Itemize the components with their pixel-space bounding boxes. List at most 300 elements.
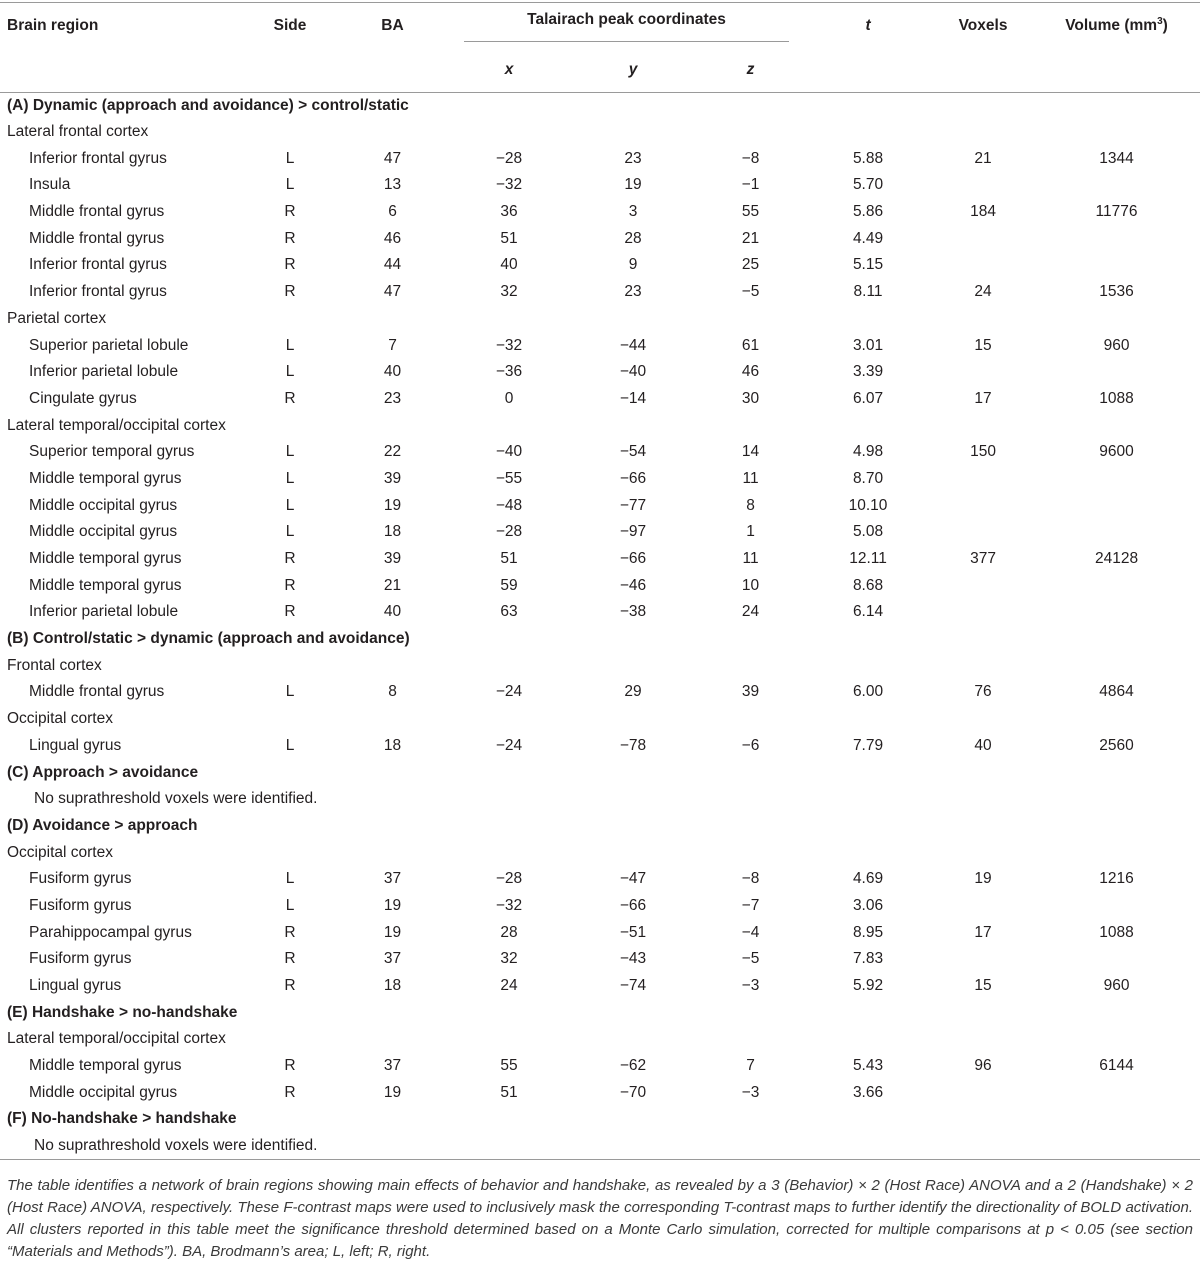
cell-z: 7 (746, 1057, 755, 1075)
cell-t: 3.66 (852, 1083, 884, 1101)
cell-brain-region: Inferior frontal gyrus (29, 283, 167, 301)
cell-z: 14 (741, 443, 760, 461)
cell-brain-region: Middle temporal gyrus (29, 469, 182, 487)
section-note: No suprathreshold voxels were identified. (0, 1133, 1200, 1160)
table-row (0, 466, 1200, 493)
table-footnote: The table identifies a network of brain regions showing main effects of behavior and handshake, as revealed by a 3 (Behavior) × 2 (Host Race) ANOVA and a 2 (Handshake) × 2 (Host Race) ANOVA, respectively. These F-contrast maps were used to inclusively mask the corresponding T-contrast maps to further identify the directionality of BOLD activation. All clusters reported in this table meet the significance threshold determined based on a Monte Carlo simulation, corrected for multiple comparisons at p < 0.05 (see section “Materials and Methods”). BA, Brodmann’s area; L, left; R, right. (7, 1177, 1193, 1260)
header-x: x (450, 48, 568, 92)
cell-side: L (285, 736, 295, 754)
cell-ba: 21 (383, 576, 402, 594)
cell-x: −48 (495, 496, 523, 514)
cell-brain-region: Middle frontal gyrus (29, 683, 165, 701)
table-row (0, 919, 1200, 946)
cell-x: −28 (495, 870, 523, 888)
group-heading: Lateral temporal/occipital cortex (7, 1030, 226, 1048)
cell-volume: 6144 (1099, 1057, 1134, 1075)
header-side: Side (273, 17, 307, 34)
cell-voxels (933, 519, 1033, 546)
table-row (0, 599, 1200, 626)
cell-z: 11 (742, 550, 759, 568)
cell-brain-region: Middle temporal gyrus (29, 550, 182, 568)
cell-z: 46 (741, 363, 760, 381)
cell-ba: 19 (383, 896, 402, 914)
cell-ba: 46 (383, 229, 402, 247)
cell-z: −6 (741, 736, 760, 754)
cell-t: 12.11 (849, 550, 887, 568)
cell-ba: 6 (388, 203, 397, 221)
cell-z: 61 (741, 336, 760, 354)
cell-y: −77 (619, 496, 647, 514)
cell-y: 9 (628, 256, 638, 274)
cell-brain-region: Middle temporal gyrus (29, 576, 182, 594)
header-t: t (865, 17, 871, 34)
cell-y: 29 (624, 683, 642, 701)
table-row (0, 386, 1200, 413)
table-row (0, 866, 1200, 893)
cell-volume (1033, 466, 1200, 493)
cell-side: L (285, 443, 295, 461)
table-row (0, 893, 1200, 920)
cell-volume: 1344 (1099, 149, 1134, 167)
cell-voxels: 17 (974, 389, 992, 407)
cell-ba: 23 (383, 389, 402, 407)
table-body (0, 92, 1200, 1160)
cell-y: −47 (619, 870, 647, 888)
cell-brain-region: Middle occipital gyrus (29, 523, 178, 541)
table-row (0, 332, 1200, 359)
cell-y: 19 (624, 176, 642, 194)
header-talairach (450, 4, 803, 48)
cell-voxels: 15 (974, 336, 992, 354)
cell-z: 8 (746, 496, 755, 514)
cell-t: 5.70 (852, 176, 884, 194)
cell-side: L (285, 149, 295, 167)
cell-y: −97 (619, 523, 647, 541)
cell-voxels: 150 (970, 443, 996, 461)
cell-y: 3 (628, 203, 638, 221)
cell-side: R (284, 389, 296, 407)
group-heading-row (0, 706, 1200, 733)
section-note: No suprathreshold voxels were identified. (34, 790, 318, 808)
cell-brain-region: Fusiform gyrus (29, 950, 132, 968)
cell-voxels (933, 946, 1033, 973)
cell-z: 10 (741, 576, 760, 594)
cell-ba: 47 (383, 283, 402, 301)
cell-x: −36 (495, 363, 523, 381)
cell-side: R (284, 1083, 296, 1101)
cell-x: −32 (495, 896, 523, 914)
table-row (0, 519, 1200, 546)
cell-z: −5 (741, 950, 760, 968)
cell-brain-region: Cingulate gyrus (29, 389, 137, 407)
group-heading: Lateral frontal cortex (7, 123, 149, 141)
cell-y: −51 (619, 923, 647, 941)
cell-voxels (933, 172, 1033, 199)
cell-ba: 7 (388, 336, 397, 354)
cell-y: −46 (619, 576, 647, 594)
cell-t: 8.70 (852, 469, 884, 487)
cell-t: 8.11 (853, 283, 883, 301)
table-row (0, 1079, 1200, 1106)
cell-z: 39 (741, 683, 760, 701)
cell-voxels (933, 893, 1033, 920)
section-heading-row (0, 813, 1200, 840)
cell-side: R (284, 550, 296, 568)
cell-x: 32 (500, 950, 518, 968)
section-heading: (F) No-handshake > handshake (7, 1110, 237, 1128)
header-talairach-label: Talairach peak coordinates (464, 11, 789, 42)
header-empty (245, 48, 335, 92)
cell-ba: 19 (383, 496, 402, 514)
table-row (0, 733, 1200, 760)
table-row (0, 359, 1200, 386)
cell-volume: 1216 (1099, 870, 1134, 888)
table-row (0, 145, 1200, 172)
cell-ba: 37 (383, 1057, 402, 1075)
cell-volume: 2560 (1099, 736, 1134, 754)
table-row (0, 252, 1200, 279)
cell-y: −70 (619, 1083, 647, 1101)
cell-brain-region: Parahippocampal gyrus (29, 923, 192, 941)
cell-brain-region: Lingual gyrus (29, 736, 122, 754)
section-heading: (B) Control/static > dynamic (approach and avoidance) (7, 630, 410, 648)
cell-voxels: 96 (974, 1057, 992, 1075)
cell-z: 25 (741, 256, 760, 274)
section-note-row (0, 786, 1200, 813)
header-empty (335, 48, 450, 92)
header-volume-superscript: 3 (1157, 15, 1163, 27)
group-heading: Parietal cortex (7, 309, 107, 327)
table-row (0, 973, 1200, 1000)
table-row (0, 439, 1200, 466)
cell-x: −24 (495, 683, 523, 701)
cell-side: L (285, 176, 295, 194)
cell-voxels: 15 (974, 977, 992, 995)
cell-ba: 40 (383, 363, 402, 381)
table-row (0, 679, 1200, 706)
cell-ba: 37 (383, 950, 402, 968)
section-heading-row (0, 759, 1200, 786)
group-heading-row (0, 119, 1200, 146)
table-row (0, 946, 1200, 973)
group-heading-row (0, 306, 1200, 333)
cell-brain-region: Fusiform gyrus (29, 896, 132, 914)
cell-brain-region: Fusiform gyrus (29, 870, 132, 888)
cell-x: 24 (500, 977, 518, 995)
section-heading-row (0, 1106, 1200, 1133)
cell-side: R (284, 950, 296, 968)
cell-x: −40 (495, 443, 523, 461)
cell-side: R (284, 977, 296, 995)
section-heading: (E) Handshake > no-handshake (7, 1003, 238, 1021)
cell-volume: 11776 (1095, 203, 1138, 221)
group-heading: Occipital cortex (7, 843, 113, 861)
cell-y: 23 (624, 149, 642, 167)
cell-voxels: 377 (970, 550, 996, 568)
cell-brain-region: Superior parietal lobule (29, 336, 189, 354)
cell-z: 30 (741, 389, 760, 407)
cell-volume (1033, 946, 1200, 973)
table-row (0, 572, 1200, 599)
cell-ba: 18 (383, 977, 402, 995)
cell-z: 24 (741, 603, 760, 621)
cell-x: −28 (495, 523, 523, 541)
header-brain-region: Brain region (7, 17, 99, 34)
cell-volume: 1088 (1099, 389, 1134, 407)
cell-t: 3.39 (852, 363, 884, 381)
cell-y: −54 (619, 443, 647, 461)
cell-side: R (284, 203, 296, 221)
cell-voxels: 19 (974, 870, 992, 888)
cell-ba: 18 (383, 736, 402, 754)
cell-ba: 22 (383, 443, 402, 461)
cell-x: 40 (500, 256, 518, 274)
cell-z: −5 (741, 283, 760, 301)
cell-brain-region: Inferior frontal gyrus (29, 256, 167, 274)
cell-volume (1033, 172, 1200, 199)
cell-volume (1033, 1079, 1200, 1106)
cell-voxels: 21 (974, 149, 992, 167)
cell-voxels (933, 572, 1033, 599)
cell-t: 10.10 (848, 496, 888, 514)
cell-z: −1 (741, 176, 760, 194)
cell-ba: 19 (383, 1083, 402, 1101)
cell-x: 32 (500, 283, 518, 301)
cell-z: 21 (741, 229, 760, 247)
cell-x: 63 (500, 603, 518, 621)
cell-t: 5.86 (852, 203, 884, 221)
cell-z: −4 (741, 923, 760, 941)
cell-ba: 8 (388, 683, 397, 701)
cell-z: 11 (742, 469, 759, 487)
cell-side: R (284, 603, 296, 621)
cell-side: L (285, 683, 295, 701)
cell-y: −66 (619, 550, 647, 568)
cell-voxels: 17 (974, 923, 992, 941)
cell-ba: 39 (383, 469, 402, 487)
cell-volume: 960 (1103, 336, 1130, 354)
cell-volume (1033, 893, 1200, 920)
cell-brain-region: Inferior frontal gyrus (29, 149, 167, 167)
cell-ba: 19 (383, 923, 402, 941)
cell-t: 4.49 (852, 229, 884, 247)
cell-volume: 1536 (1099, 283, 1134, 301)
cell-y: −66 (619, 469, 647, 487)
table-row (0, 492, 1200, 519)
cell-x: −24 (495, 736, 523, 754)
table-row (0, 1053, 1200, 1080)
cell-voxels: 24 (974, 283, 992, 301)
cell-volume (1033, 572, 1200, 599)
header-z: z (698, 48, 803, 92)
cell-side: R (284, 576, 296, 594)
cell-brain-region: Middle frontal gyrus (29, 229, 165, 247)
cell-volume: 960 (1103, 977, 1130, 995)
section-heading-row (0, 626, 1200, 653)
section-heading-row (0, 92, 1200, 119)
cell-voxels (933, 359, 1033, 386)
group-heading: Frontal cortex (7, 656, 102, 674)
cell-voxels: 40 (974, 736, 992, 754)
cell-volume (1033, 599, 1200, 626)
cell-ba: 44 (383, 256, 402, 274)
cell-y: −40 (619, 363, 647, 381)
cell-t: 7.83 (852, 950, 884, 968)
cell-voxels (933, 252, 1033, 279)
cell-y: −62 (619, 1057, 647, 1075)
cell-side: L (285, 496, 295, 514)
cell-x: 28 (500, 923, 518, 941)
cell-brain-region: Insula (29, 176, 71, 194)
cell-x: 51 (500, 229, 518, 247)
cell-voxels: 184 (970, 203, 996, 221)
header-volume (1033, 4, 1200, 48)
header-ba: BA (381, 17, 404, 34)
cell-x: −55 (495, 469, 523, 487)
group-heading-row (0, 839, 1200, 866)
cell-x: 51 (500, 1083, 518, 1101)
cell-y: −78 (619, 736, 647, 754)
group-heading: Occipital cortex (7, 710, 113, 728)
cell-y: −44 (619, 336, 647, 354)
header-empty (933, 48, 1033, 92)
cell-side: L (285, 363, 295, 381)
group-heading: Lateral temporal/occipital cortex (7, 416, 226, 434)
cell-z: −7 (741, 896, 760, 914)
cell-brain-region: Inferior parietal lobule (29, 363, 179, 381)
header-empty (1033, 48, 1200, 92)
cell-t: 8.68 (852, 576, 884, 594)
cell-x: −32 (495, 176, 523, 194)
cell-z: −8 (741, 149, 760, 167)
cell-brain-region: Lingual gyrus (29, 977, 122, 995)
cell-brain-region: Middle occipital gyrus (29, 496, 178, 514)
cell-y: 28 (624, 229, 642, 247)
cell-t: 6.07 (852, 389, 884, 407)
cell-voxels: 76 (974, 683, 992, 701)
header-empty (803, 48, 933, 92)
cell-z: −3 (741, 977, 760, 995)
cell-x: 59 (500, 576, 518, 594)
cell-ba: 39 (383, 550, 402, 568)
cell-y: −43 (619, 950, 647, 968)
cell-t: 6.00 (852, 683, 884, 701)
cell-t: 5.92 (852, 977, 884, 995)
cell-side: R (284, 283, 296, 301)
cell-volume: 24128 (1094, 550, 1139, 568)
cell-t: 5.88 (852, 149, 884, 167)
cell-brain-region: Superior temporal gyrus (29, 443, 195, 461)
cell-x: 51 (500, 550, 518, 568)
group-heading-row (0, 652, 1200, 679)
cell-voxels (933, 599, 1033, 626)
cell-y: −66 (619, 896, 647, 914)
cell-brain-region: Middle frontal gyrus (29, 203, 165, 221)
cell-x: 0 (504, 389, 514, 407)
cell-y: −74 (619, 977, 647, 995)
cell-volume: 1088 (1099, 923, 1134, 941)
cell-brain-region: Inferior parietal lobule (29, 603, 179, 621)
cell-volume: 4864 (1099, 683, 1134, 701)
cell-side: L (285, 896, 295, 914)
cell-voxels (933, 1079, 1033, 1106)
table-top-rule (0, 2, 1200, 3)
cell-z: −8 (741, 870, 760, 888)
section-note-row (0, 1133, 1200, 1160)
section-heading: (A) Dynamic (approach and avoidance) > control/static (7, 96, 409, 114)
cell-voxels (933, 466, 1033, 493)
cell-side: L (285, 870, 295, 888)
section-heading: (D) Avoidance > approach (7, 816, 198, 834)
cell-x: 55 (500, 1057, 518, 1075)
cell-z: 55 (741, 203, 760, 221)
cell-t: 5.08 (852, 523, 884, 541)
table-row (0, 172, 1200, 199)
cell-t: 5.15 (852, 256, 884, 274)
section-heading: (C) Approach > avoidance (7, 763, 199, 781)
table-row (0, 199, 1200, 226)
header-volume-label: Volume (mm (1065, 17, 1158, 34)
group-heading-row (0, 1026, 1200, 1053)
cell-t: 6.14 (852, 603, 884, 621)
cell-volume (1033, 359, 1200, 386)
cell-t: 8.95 (852, 923, 884, 941)
cell-side: R (284, 923, 296, 941)
results-table (0, 4, 1200, 1160)
cell-y: −38 (619, 603, 647, 621)
header-voxels: Voxels (958, 17, 1008, 34)
header-y: y (568, 48, 698, 92)
cell-brain-region: Middle temporal gyrus (29, 1057, 182, 1075)
cell-x: 36 (500, 203, 518, 221)
cell-voxels (933, 225, 1033, 252)
cell-z: −3 (741, 1083, 760, 1101)
header-volume-close: ) (1162, 17, 1168, 34)
cell-voxels (933, 492, 1033, 519)
cell-t: 5.43 (852, 1057, 884, 1075)
cell-side: R (284, 1057, 296, 1075)
cell-x: −32 (495, 336, 523, 354)
cell-ba: 40 (383, 603, 402, 621)
cell-side: L (285, 469, 295, 487)
cell-ba: 18 (383, 523, 402, 541)
cell-x: −28 (495, 149, 523, 167)
cell-side: R (284, 229, 296, 247)
cell-side: L (285, 523, 295, 541)
section-heading-row (0, 999, 1200, 1026)
cell-t: 7.79 (852, 736, 884, 754)
cell-volume (1033, 519, 1200, 546)
cell-ba: 13 (383, 176, 402, 194)
cell-ba: 47 (383, 149, 402, 167)
cell-volume (1033, 252, 1200, 279)
cell-side: L (285, 336, 295, 354)
header-empty (0, 48, 245, 92)
cell-y: 23 (624, 283, 642, 301)
cell-t: 3.06 (852, 896, 884, 914)
cell-z: 1 (746, 523, 755, 541)
cell-t: 4.98 (852, 443, 884, 461)
cell-volume (1033, 225, 1200, 252)
cell-volume: 9600 (1099, 443, 1134, 461)
table-row (0, 279, 1200, 306)
cell-t: 4.69 (852, 870, 884, 888)
table-row (0, 225, 1200, 252)
cell-y: −14 (619, 389, 647, 407)
table-row (0, 546, 1200, 573)
cell-brain-region: Middle occipital gyrus (29, 1083, 178, 1101)
group-heading-row (0, 412, 1200, 439)
